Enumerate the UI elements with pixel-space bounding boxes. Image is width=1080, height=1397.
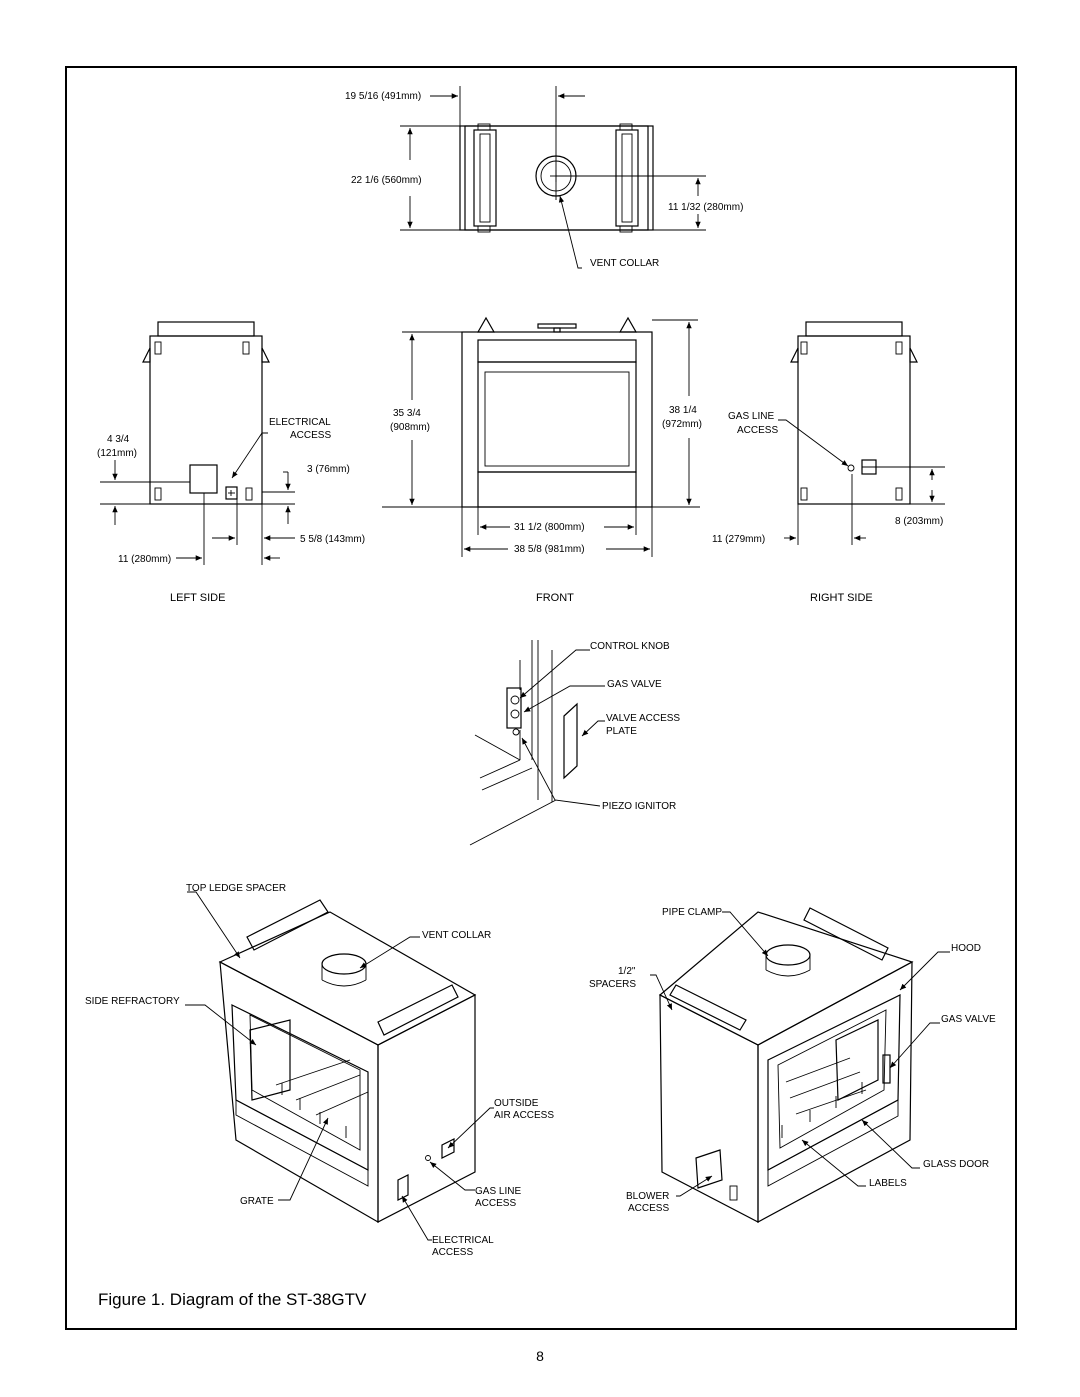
piezo-ignitor-button [513, 729, 519, 735]
top-left-channel [474, 130, 496, 226]
dim-front-35-mm: (908mm) [390, 422, 431, 433]
label-blower: BLOWER [626, 1191, 670, 1202]
label-detail-gas-valve: GAS VALVE [607, 679, 662, 690]
label-piezo-ignitor: PIEZO IGNITOR [602, 801, 677, 812]
front-view [382, 318, 702, 604]
right-side-outline [798, 336, 910, 504]
dim-top-width: 19 5/16 (491mm) [345, 91, 422, 102]
dim-left-11: 11 (280mm) [118, 554, 172, 565]
iso-right-ledge-1 [670, 985, 746, 1030]
iso-right-top [660, 912, 912, 1045]
dim-top-depth: 22 1/6 (560mm) [351, 175, 422, 186]
dim-front-385: 38 5/8 (981mm) [514, 544, 585, 555]
dim-front-38: 38 1/4 [669, 405, 697, 416]
label-hood: HOOD [951, 943, 981, 954]
label-side-refractory: SIDE REFRACTORY [85, 996, 180, 1007]
dim-left-3: 3 (76mm) [307, 464, 350, 475]
iso-right-ledge-2 [804, 908, 888, 960]
iso-right-left-face [660, 995, 758, 1222]
label-gas-line-access: ACCESS [737, 425, 779, 436]
iso-left-vent-collar [322, 954, 366, 974]
label-grate: GRATE [240, 1196, 274, 1207]
label-iso-gas-line-access: ACCESS [475, 1198, 517, 1209]
left-side-view [97, 322, 365, 604]
dim-front-35: 35 3/4 [393, 408, 421, 419]
view-label-front: FRONT [536, 592, 574, 604]
label-air-access: AIR ACCESS [494, 1110, 555, 1121]
left-side-outline [150, 336, 262, 504]
label-spacers: SPACERS [589, 979, 637, 990]
dim-left-height: 4 3/4 [107, 434, 130, 445]
dim-right-11: 11 (279mm) [712, 534, 766, 545]
dim-top-collar: 11 1/32 (280mm) [668, 202, 744, 213]
top-right-channel [616, 130, 638, 226]
view-label-left-side: LEFT SIDE [170, 592, 226, 604]
view-label-right-side: RIGHT SIDE [810, 592, 873, 604]
label-pipe-clamp: PIPE CLAMP [662, 907, 723, 918]
label-iso-electrical-access: ACCESS [432, 1247, 474, 1258]
label-iso-gas-valve: GAS VALVE [941, 1014, 996, 1025]
dim-right-8: 8 (203mm) [895, 516, 944, 527]
left-side-panel [190, 465, 217, 493]
label-iso-gas-line: GAS LINE [475, 1186, 522, 1197]
valve-access-plate [564, 704, 577, 778]
iso-left-ledge-1 [247, 900, 328, 950]
valve-detail [470, 640, 680, 845]
front-glass-door [478, 362, 636, 472]
label-electrical: ELECTRICAL [269, 417, 331, 428]
label-valve-plate: PLATE [606, 726, 637, 737]
label-half-inch: 1/2" [618, 966, 636, 977]
iso-right-vent-collar [766, 945, 810, 965]
iso-left-air-access [442, 1139, 454, 1158]
dim-left-height-mm: (121mm) [97, 448, 138, 459]
label-top-ledge-spacer: TOP LEDGE SPACER [186, 883, 287, 894]
page-number: 8 [536, 1348, 544, 1364]
gas-valve-body [507, 688, 521, 728]
iso-left-front [220, 962, 378, 1222]
label-outside: OUTSIDE [494, 1098, 539, 1109]
label-glass-door: GLASS DOOR [923, 1159, 990, 1170]
right-side-view [712, 322, 945, 604]
label-iso-vent-collar: VENT COLLAR [422, 930, 492, 941]
label-labels: LABELS [869, 1178, 907, 1189]
label-gas-line: GAS LINE [728, 411, 775, 422]
label-blower-access: ACCESS [628, 1203, 670, 1214]
dim-left-558: 5 5/8 (143mm) [300, 534, 366, 545]
front-outline [462, 332, 652, 507]
iso-view-right [589, 907, 996, 1222]
label-top-vent-collar: VENT COLLAR [590, 258, 660, 269]
label-valve-access: VALVE ACCESS [606, 713, 681, 724]
label-control-knob: CONTROL KNOB [590, 641, 670, 652]
iso-left-side [378, 995, 475, 1222]
top-view [345, 86, 743, 269]
label-iso-electrical: ELECTRICAL [432, 1235, 494, 1246]
label-electrical-access: ACCESS [290, 430, 332, 441]
iso-right-blower-access [696, 1150, 722, 1188]
top-view-outline [465, 126, 648, 230]
figure-caption: Figure 1. Diagram of the ST-38GTV [98, 1290, 367, 1309]
iso-view-left [85, 883, 554, 1258]
iso-left-electrical-box [398, 1175, 408, 1200]
dim-front-31: 31 1/2 (800mm) [514, 522, 585, 533]
dim-front-38-mm: (972mm) [662, 419, 703, 430]
